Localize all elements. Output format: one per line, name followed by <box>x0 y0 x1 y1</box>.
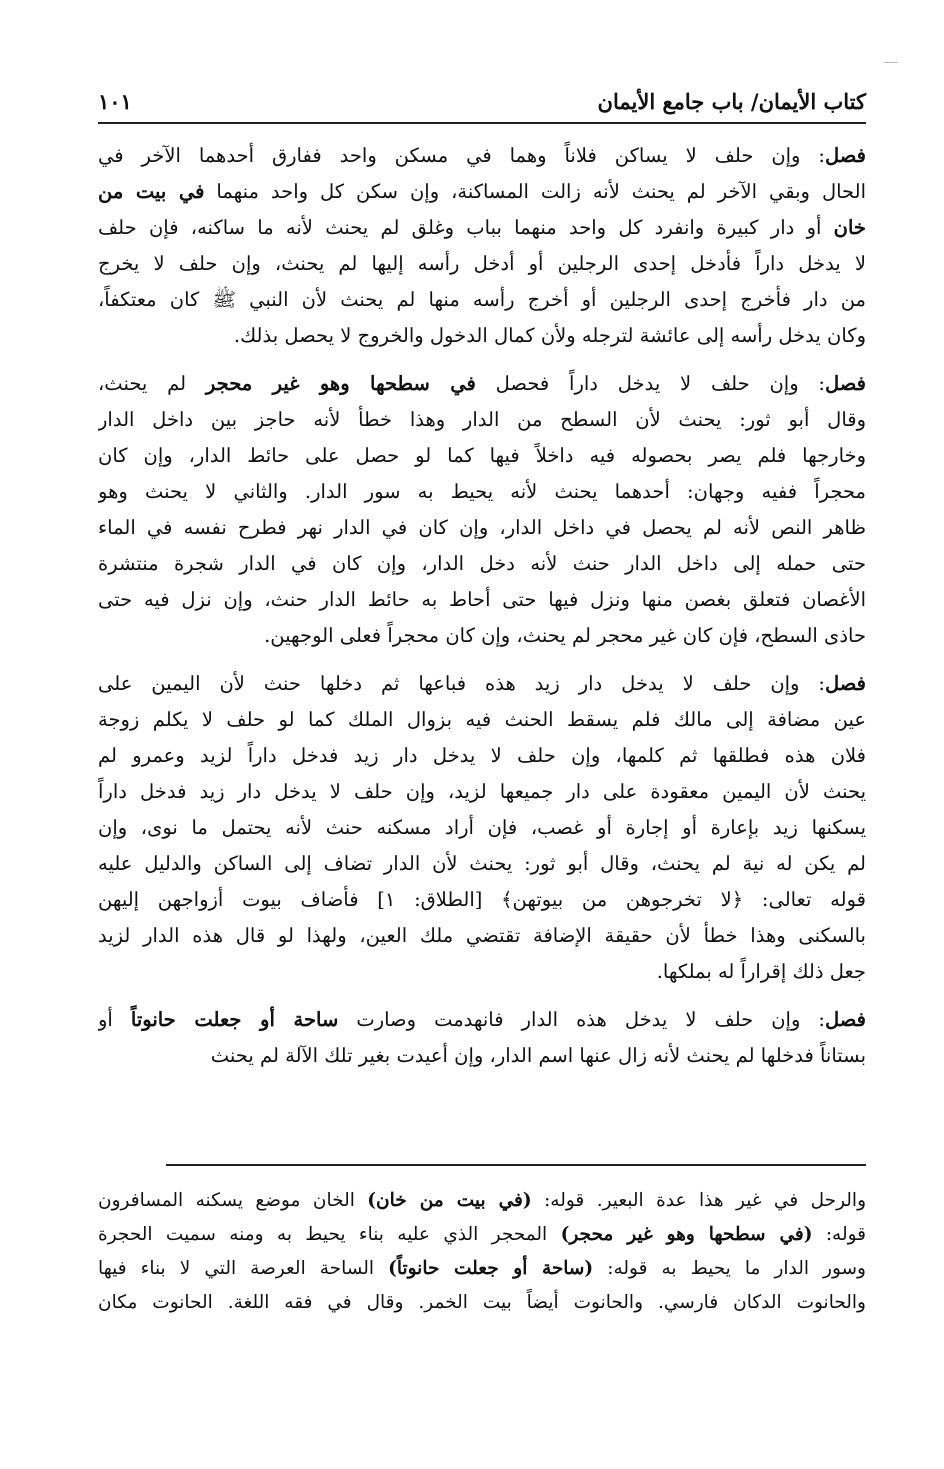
bold-term: فصل <box>824 372 866 395</box>
text-line <box>98 246 866 282</box>
footnote-line <box>98 1252 866 1286</box>
bold-term: (في بيت من خان) <box>367 1190 532 1211</box>
bold-term: في بيت من <box>98 180 205 203</box>
text-run: : وإن حلف لا يدخل داراً فحصل <box>475 372 825 395</box>
text-line <box>98 1002 866 1038</box>
text-line <box>98 810 866 846</box>
page-header <box>98 84 866 118</box>
text-line <box>98 174 866 210</box>
main-text <box>98 138 866 1086</box>
text-line <box>98 138 866 174</box>
paragraph <box>98 366 866 654</box>
text-line <box>98 510 866 546</box>
text-line <box>98 282 866 318</box>
text-run: لا يدخل داراً فأدخل إحدى الرجلين أو أدخل رأسه إليها لم يحنث، وإن حلف لا يخرج <box>98 252 866 275</box>
footnote-line <box>98 1286 866 1320</box>
text-run: الساحة العرصة التي لا بناء فيها <box>98 1258 389 1279</box>
text-run: والحانوت الدكان فارسي. والحانوت أيضاً بيت الخمر. وقال في فقه اللغة. الحانوت مكان <box>98 1292 866 1313</box>
text-run: الأغصان فتعلق بغصن منها ونزل فيها حتى أحاط به حائط الدار حنث، وإن نزل فيه حتى <box>98 588 866 611</box>
text-line <box>98 738 866 774</box>
paragraph <box>98 1002 866 1074</box>
text-line <box>98 210 866 246</box>
scan-mark <box>884 62 898 63</box>
text-run: جعل ذلك إقراراً له بملكها. <box>656 960 866 983</box>
text-run: : وإن حلف لا يساكن فلاناً وهما في مسكن واحد ففارق أحدهما الآخر في <box>98 144 825 167</box>
text-run: يسكنها زيد بإعارة أو إجارة أو غصب، فإن أراد مسكنه حنث لأنه يحتمل ما نوى، وإن <box>98 816 866 839</box>
bold-term: في سطحها وهو غير محجر <box>205 372 476 395</box>
text-run: أو دار كبيرة وانفرد كل واحد منهما بباب وغلق لم يحنث لأنه ما ساكنه، فإن حلف <box>98 216 834 239</box>
text-run: : وإن حلف لا يدخل دار زيد هذه فباعها ثم دخلها حنث لأن اليمين على <box>98 672 825 695</box>
page-number: ١٠١ <box>98 88 132 114</box>
text-run: يحنث لأن اليمين معقودة على دار جميعها لزيد، وإن حلف لا يدخل دار زيد فدخل داراً <box>98 780 866 803</box>
text-line <box>98 882 866 918</box>
bold-term: خان <box>833 216 866 239</box>
text-run: ظاهر النص لأنه لم يحصل في داخل الدار، وإن كان في الدار نهر فطرح نفسه في الماء <box>98 516 866 539</box>
text-line <box>98 1038 866 1074</box>
text-run: وقال أبو ثور: يحنث لأن السطح من الدار وهذا خطأ لأنه حاجز بين داخل الدار <box>98 408 866 431</box>
footnote-line <box>98 1218 866 1252</box>
bold-term: فصل <box>825 672 866 695</box>
text-run: فلان هذه فطلقها ثم كلمها، وإن حلف لا يدخل دار زيد فدخل داراً لزيد وعمرو لم <box>98 744 866 767</box>
bold-term: فصل <box>825 1008 866 1031</box>
footnote-rule <box>166 1164 866 1166</box>
text-line <box>98 366 866 402</box>
text-line <box>98 402 866 438</box>
text-run: الحال وبقي الآخر لم يحنث لأنه زالت المساكنة، وإن سكن كل واحد منهما <box>204 180 866 203</box>
header-rule <box>98 122 866 124</box>
text-run: والرحل في غير هذا عدة البعير. قوله: <box>531 1190 866 1211</box>
text-run: وكان يدخل رأسه إلى عائشة لترجله ولأن كمال الدخول والخروج لا يحصل بذلك. <box>233 324 866 347</box>
text-line <box>98 702 866 738</box>
text-line <box>98 318 866 354</box>
text-line <box>98 666 866 702</box>
bold-term: (ساحة أو جعلت حانوتاً) <box>388 1258 594 1279</box>
text-run: لم يكن له نية لم يحنث، وقال أبو ثور: يحنث لأن الدار تضاف إلى الساكن والدليل عليه <box>98 852 866 875</box>
text-run: وخارجها فلم يصر بحصوله فيه داخلاً فيها كما لو حصل على حائط الدار، وإن كان <box>98 444 866 467</box>
text-line <box>98 438 866 474</box>
text-run: الخان موضع يسكنه المسافرون <box>98 1190 368 1211</box>
text-run: لم يحنث، <box>98 372 206 395</box>
text-run: من دار فأخرج إحدى الرجلين أو أخرج رأسه منها لم يحنث لأن النبي ﷺ كان معتكفاً، <box>98 288 866 311</box>
text-line <box>98 546 866 582</box>
paragraph <box>98 666 866 990</box>
running-title: كتاب الأيمان/ باب جامع الأيمان <box>597 88 866 114</box>
text-line <box>98 846 866 882</box>
text-run: قوله: <box>812 1224 866 1245</box>
text-run: عين مضافة إلى مالك فلم يسقط الحنث فيه بزوال الملك كما لو حلف لا يكلم زوجة <box>98 708 866 731</box>
text-line <box>98 918 866 954</box>
text-run: أو <box>98 1008 131 1031</box>
text-line <box>98 954 866 990</box>
footnotes <box>98 1184 866 1320</box>
bold-term: ساحة أو جعلت حانوتاً <box>130 1008 339 1031</box>
text-line <box>98 618 866 654</box>
paragraph <box>98 138 866 354</box>
text-run: حتى حمله إلى داخل الدار حنث لأنه دخل الدار، وإن كان في الدار شجرة منتشرة <box>98 552 866 575</box>
text-run: بستاناً فدخلها لم يحنث لأنه زال عنها اسم الدار، وإن أعيدت بغير تلك الآلة لم يحنث <box>210 1044 866 1067</box>
text-run: وسور الدار ما يحيط به قوله: <box>593 1258 866 1279</box>
bold-term: فصل <box>825 144 866 167</box>
text-run: حاذى السطح، فإن كان غير محجر لم يحنث، وإن كان محجراً فعلى الوجهين. <box>264 624 866 647</box>
text-run: بالسكنى وهذا خطأ لأن حقيقة الإضافة تقتضي ملك العين، ولهذا لو قال هذه الدار لزيد <box>98 924 866 947</box>
text-run: محجراً ففيه وجهان: أحدهما يحنث لأنه يحيط به سور الدار. والثاني لا يحنث وهو <box>98 480 866 503</box>
text-run: : وإن حلف لا يدخل هذه الدار فانهدمت وصارت <box>338 1008 825 1031</box>
text-line <box>98 582 866 618</box>
text-run: المحجر الذي عليه بناء يحيط به ومنه سميت الحجرة <box>98 1224 561 1245</box>
text-run: قوله تعالى: ﴿لا تخرجوهن من بيوتهن﴾ [الطلاق: ١] فأضاف بيوت أزواجهن إليهن <box>98 888 866 911</box>
text-line <box>98 774 866 810</box>
footnote-line <box>98 1184 866 1218</box>
text-line <box>98 474 866 510</box>
bold-term: (في سطحها وهو غير محجر) <box>560 1224 813 1245</box>
